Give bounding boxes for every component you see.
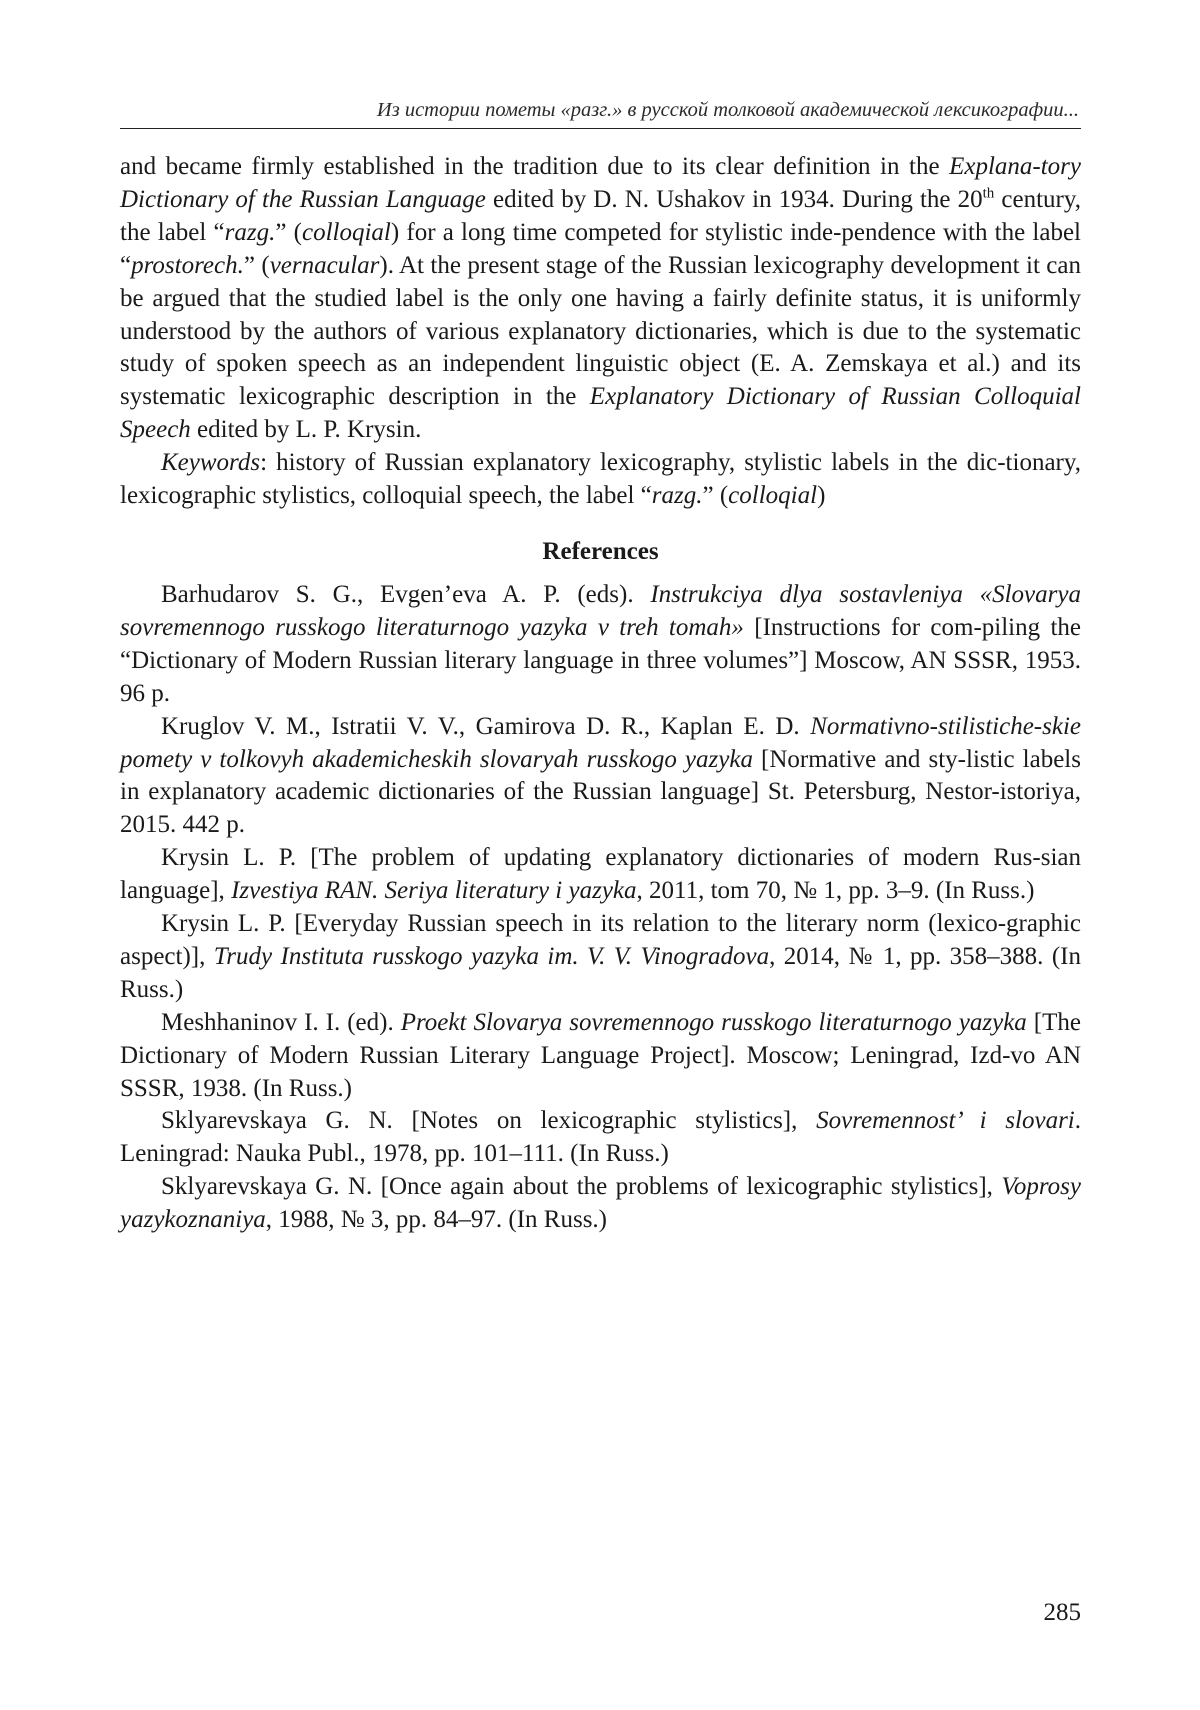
reference-details: , 2011, tom 70, № 1, pp. 3–9. (In Russ.): [636, 877, 1035, 905]
label-term: prostorech.: [131, 251, 244, 279]
reference-authors: Krysin L. P. [The problem of updating explanatory dictionaries of modern Rus-sian language],: [120, 844, 1081, 905]
references-heading: References: [542, 537, 659, 565]
reference-item: [120, 1171, 1081, 1237]
reference-item: [120, 842, 1081, 908]
reference-authors: Kruglov V. M., Istratii V. V., Gamirova D. R., Kaplan E. D.: [161, 712, 811, 740]
label-term: razg.: [224, 218, 276, 246]
keywords-text: ): [817, 482, 826, 510]
keywords-text: : history of Russian explanatory lexicography, stylistic labels in the dic-tionary, lexicographic stylistics, colloquial speech, the label “: [120, 449, 1081, 510]
abstract-text: edited by D. N. Ushakov in 1934. During the 20: [485, 185, 983, 213]
reference-details: [Instructions for com-piling the “Dictionary of Modern Russian literary language in three volumes”] Moscow, AN SSSR, 1953. 96 p.: [120, 613, 1081, 707]
reference-authors: Krysin L. P. [Everyday Russian speech in its relation to the literary norm (lexico-graphic aspect)],: [120, 910, 1081, 970]
reference-title: Trudy Instituta russkogo yazyka im. V. V. Vinogradova: [213, 942, 770, 970]
reference-authors: Sklyarevskaya G. N. [Notes on lexicographic stylistics],: [161, 1107, 817, 1135]
abstract-text: edited by L. P. Krysin.: [190, 416, 422, 444]
abstract: [120, 151, 1081, 1237]
keywords-label: Keywords: [161, 449, 261, 477]
reference-details: , 1988, № 3, pp. 84–97. (In Russ.): [265, 1206, 608, 1234]
abstract-text: ) for a long time competed for stylistic inde-pendence with the label “: [120, 218, 1081, 279]
reference-authors: Meshhaninov I. I. (ed).: [161, 1008, 401, 1036]
reference-item: [120, 711, 1081, 843]
reference-authors: Barhudarov S. G., Evgen’eva A. P. (eds).: [161, 580, 651, 608]
reference-title: Normativno-stilistiche-skie pomety v tolkovyh akademicheskih slovaryah russkogo yazyka: [120, 712, 1081, 773]
reference-item: [120, 1007, 1081, 1106]
reference-details: [The Dictionary of Modern Russian Literary Language Project]. Moscow; Leningrad, Izd-vo AN SSSR, 1938. (In Russ.): [120, 1008, 1082, 1102]
abstract-paragraph: [120, 151, 1081, 447]
dictionary-title: Explanatory Dictionary of Russian Colloquial Speech: [120, 383, 1081, 444]
reference-item: [120, 1105, 1081, 1171]
reference-title: Proekt Slovarya sovremennogo russkogo literaturnogo yazyka: [400, 1008, 1027, 1036]
label-translation: vernacular: [269, 251, 380, 279]
reference-title: Sovremennost’ i slovari: [816, 1107, 1075, 1135]
running-header: Из истории пометы «разг.» в русской толковой академической лексикографии...: [376, 99, 1079, 121]
reference-details: . Leningrad: Nauka Publ., 1978, pp. 101–111. (In Russ.): [120, 1107, 1082, 1168]
reference-authors: Sklyarevskaya G. N. [Once again about the problems of lexicographic stylistics],: [161, 1173, 1002, 1201]
label-translation: colloqial: [301, 218, 391, 246]
reference-title: Izvestiya RAN. Seriya literatury i yazyka: [231, 877, 637, 905]
dictionary-title: Explana-tory Dictionary of the Russian Language: [120, 153, 1081, 213]
keywords-text: ” (: [702, 482, 729, 510]
reference-title: Voprosy yazykoznaniya: [120, 1173, 1081, 1234]
abstract-text: ” (: [243, 251, 270, 279]
page-number: 285: [1043, 1599, 1081, 1626]
reference-title: Instrukciya dlya sostavleniya «Slovarya sovremennogo russkogo literaturnogo yazyka v treh tomah»: [120, 580, 1081, 641]
reference-item: [120, 908, 1081, 1007]
abstract-text: ” (: [275, 218, 302, 246]
label-translation: colloqial: [728, 482, 818, 510]
references-list: [120, 579, 1081, 1237]
reference-details: , 2014, № 1, pp. 358–388. (In Russ.): [120, 942, 1081, 1003]
reference-details: [Normative and sty-listic labels in explanatory academic dictionaries of the Russian language] St. Petersburg, Nestor-istoriya, 2015. 442 p.: [120, 745, 1081, 839]
abstract-text: century, the label “: [120, 185, 1081, 246]
keywords-paragraph: [120, 447, 1081, 513]
reference-item: [120, 579, 1081, 711]
ordinal-superscript: th: [982, 185, 995, 202]
label-term: razg.: [651, 482, 703, 510]
journal-page: [120, 96, 1081, 1237]
header-divider: [120, 128, 1081, 129]
abstract-text: and became firmly established in the tradition due to its clear definition in the: [120, 153, 950, 180]
abstract-text: ). At the present stage of the Russian lexicography development it can be argued that the studied label is the only one having a fairly definite status, it is uniformly understood by the authors of various explanatory dictionaries, which is due to the systematic study of spoken speech as an independent linguistic object (E. A. Zemskaya et al.) and its systematic lexicographic description in the: [120, 251, 1081, 411]
